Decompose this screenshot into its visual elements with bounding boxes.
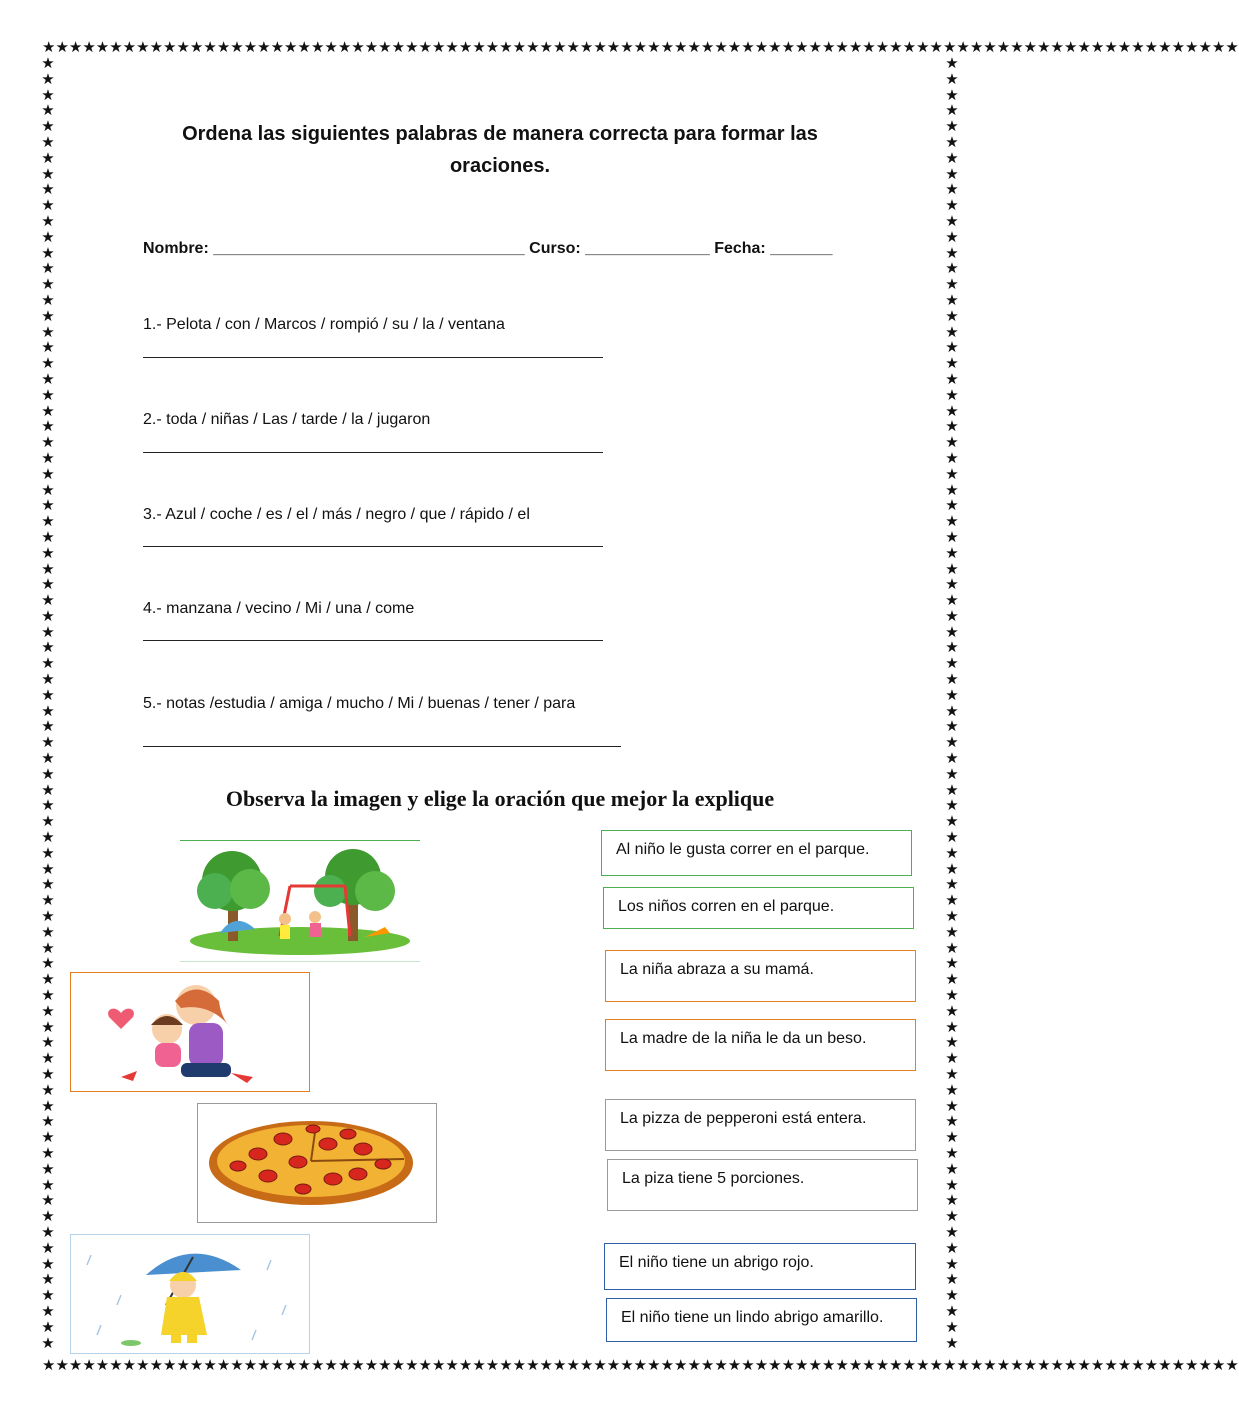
- option-park-1[interactable]: Al niño le gusta correr en el parque.: [601, 830, 912, 876]
- mother-hug-picture: [70, 972, 310, 1092]
- option-hug-2[interactable]: La madre de la niña le da un beso.: [605, 1019, 916, 1071]
- worksheet-title: Ordena las siguientes palabras de manera correcta para formar las oraciones.: [182, 123, 818, 177]
- answer-line-2[interactable]: [143, 452, 603, 453]
- pizza-picture: [197, 1103, 437, 1223]
- star-border-left: ★ ★ ★ ★ ★ ★ ★ ★ ★ ★ ★ ★ ★ ★ ★ ★ ★ ★ ★ ★ ★ ★ ★ ★ ★ ★ ★ ★ ★ ★ ★ ★ ★ ★ ★ ★ ★ ★ ★ ★ ★ ★ ★ ★ ★ ★ ★ ★ ★ ★ ★ ★ ★ ★ ★ ★ ★ ★ ★ ★ ★ ★ ★ ★ ★ ★ ★ ★ ★ ★ ★ ★ ★ ★ ★ ★ ★ ★ ★ ★ ★ ★: [41, 55, 55, 1352]
- curso-label: Curso:: [529, 240, 581, 257]
- answer-line-1[interactable]: [143, 357, 603, 358]
- option-coat-2[interactable]: El niño tiene un lindo abrigo amarillo.: [606, 1298, 917, 1342]
- question-5: 5.- notas /estudia / amiga / mucho / Mi / buenas / tener / para: [143, 695, 576, 712]
- student-info-line: [143, 240, 833, 258]
- star-border-top: ★★★★★★★★★★★★★★★★★★★★★★★★★★★★★★★★★★★★★★★★★★★★★★★★★★★★★★★★★★★★★★★★★★★★★★★★★★★★★★★★★★★★★★★★★: [42, 39, 1239, 56]
- star-border-right: ★ ★ ★ ★ ★ ★ ★ ★ ★ ★ ★ ★ ★ ★ ★ ★ ★ ★ ★ ★ ★ ★ ★ ★ ★ ★ ★ ★ ★ ★ ★ ★ ★ ★ ★ ★ ★ ★ ★ ★ ★ ★ ★ ★ ★ ★ ★ ★ ★ ★ ★ ★ ★ ★ ★ ★ ★ ★ ★ ★ ★ ★ ★ ★ ★ ★ ★ ★ ★ ★ ★ ★ ★ ★ ★ ★ ★ ★ ★ ★ ★ ★: [945, 55, 959, 1352]
- fecha-label: Fecha:: [714, 240, 766, 257]
- option-hug-1[interactable]: La niña abraza a su mamá.: [605, 950, 916, 1002]
- answer-line-4[interactable]: [143, 640, 603, 641]
- question-2: 2.- toda / niñas / Las / tarde / la / jugaron: [143, 411, 431, 428]
- question-1: 1.- Pelota / con / Marcos / rompió / su / la / ventana: [143, 316, 505, 333]
- nombre-field[interactable]: ___________________________________: [213, 240, 525, 257]
- option-pizza-1[interactable]: La pizza de pepperoni está entera.: [605, 1099, 916, 1151]
- question-4: 4.- manzana / vecino / Mi / una / come: [143, 600, 415, 617]
- curso-field[interactable]: ______________: [585, 240, 710, 257]
- option-park-2[interactable]: Los niños corren en el parque.: [603, 887, 914, 929]
- section-2-title: Observa la imagen y elige la oración que mejor la explique: [225, 786, 775, 811]
- star-border-bottom: ★★★★★★★★★★★★★★★★★★★★★★★★★★★★★★★★★★★★★★★★★★★★★★★★★★★★★★★★★★★★★★★★★★★★★★★★★★★★★★★★★★★★★★★★★: [42, 1357, 1239, 1374]
- option-pizza-2[interactable]: La piza tiene 5 porciones.: [607, 1159, 918, 1211]
- fecha-field[interactable]: _______: [770, 240, 833, 257]
- rain-coat-picture: [70, 1234, 310, 1354]
- answer-line-5[interactable]: [143, 746, 621, 747]
- question-3: 3.- Azul / coche / es / el / más / negro / que / rápido / el: [143, 506, 530, 523]
- answer-line-3[interactable]: [143, 546, 603, 547]
- option-coat-1[interactable]: El niño tiene un abrigo rojo.: [604, 1243, 916, 1290]
- park-picture: [180, 840, 420, 962]
- nombre-label: Nombre:: [143, 240, 209, 257]
